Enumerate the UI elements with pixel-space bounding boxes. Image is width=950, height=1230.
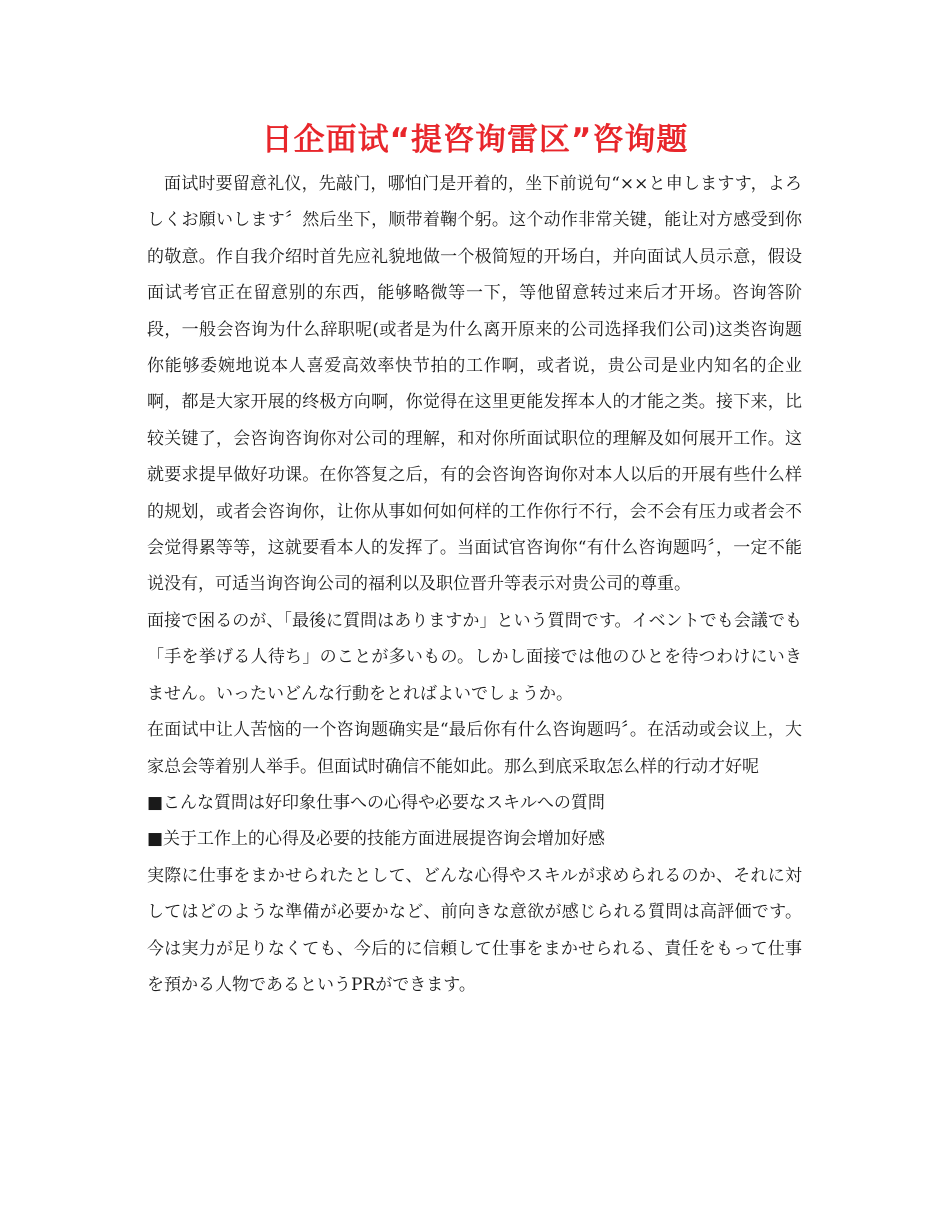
paragraph-japanese-detail: 実際に仕事をまかせられたとして、どんな心得やスキルが求められるのか、それに対してはどのような準備が必要かなど、前向きな意欲が感じられる質問は高評価です。今は実力が足りなくても、今后的に信頼して仕事をまかせられる、責任をもって仕事を預かる人物であるというPRができます。 xyxy=(147,865,802,995)
paragraph-japanese-question: 面接で困るのが、「最後に質問はありますか」という質問です。イベントでも会議でも「手を挙げる人待ち」のことが多いもの。しかし面接では他のひとを待つわけにいきません。いったいどんな行動をとればよいでしょうか。 xyxy=(147,610,802,704)
document-title: 日企面试“提咨询雷区”咨询题 xyxy=(261,122,689,158)
paragraph-chinese-question: 在面试中让人苦恼的一个咨询题确实是“最后你有什么咨询题吗〞。在活动或会议上，大家总会等着别人举手。但面试时确信不能如此。那么到底采取怎么样的行动才好呢 xyxy=(147,720,802,777)
paragraph-interview-etiquette: 面试时要留意礼仪，先敲门，哪怕门是开着的，坐下前说句“××と申しますす，よろしくお願いします〞然后坐下，顺带着鞠个躬。这个动作非常关键，能让对方感受到你的敬意。作自我介绍时首先应礼貌地做一个极简短的开场白，并向面试人员示意，假设面试考官正在留意别的东西，能够略微等一下，等他留意转过来后才开场。咨询答阶段，一般会咨询为什么辞职呢(或者是为什么离开原来的公司选择我们公司)这类咨询题你能够委婉地说本人喜爱高效率快节拍的工作啊，或者说，贵公司是业内知名的企业啊，都是大家开展的终极方向啊，你觉得在这里更能发挥本人的才能之类。接下来，比较关键了，会咨询咨询你对公司的理解，和对你所面试职位的理解及如何展开工作。这就要求提早做好功课。在你答复之后，有的会咨询咨询你对本人以后的开展有些什么样的规划，或者会咨询你，让你从事如何如何样的工作你行不行，会不会有压力或者会不会觉得累等等，这就要看本人的发挥了。当面试官咨询你“有什么咨询题吗〞，一定不能说没有，可适当询咨询公司的福利以及职位晋升等表示对贵公司的尊重。 xyxy=(147,174,802,595)
bullet-chinese-heading: ■关于工作上的心得及必要的技能方面进展提咨询会增加好感 xyxy=(147,829,606,850)
document-body xyxy=(147,166,802,1003)
bullet-japanese-heading: ■こんな質問は好印象仕事への心得や必要なスキルへの質問 xyxy=(147,792,605,813)
